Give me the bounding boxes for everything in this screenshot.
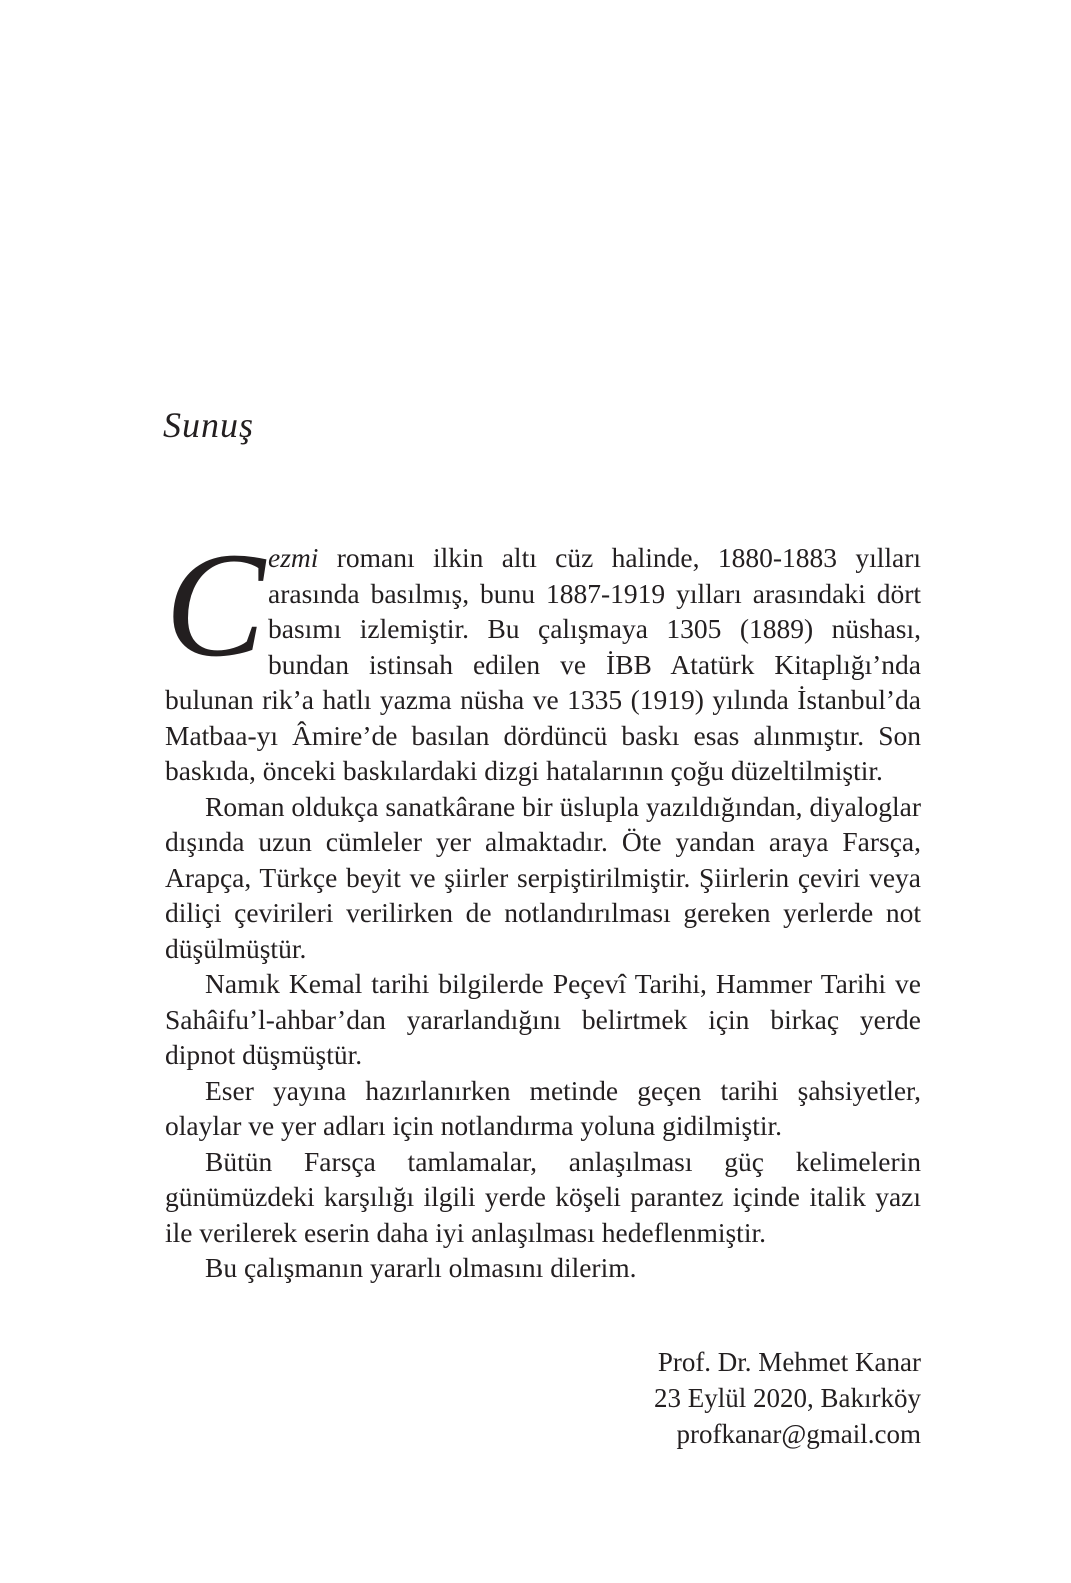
paragraph-6: Bu çalışmanın yararlı olmasını dilerim. xyxy=(205,1252,637,1283)
signature-date-place: 23 Eylül 2020, Bakırköy xyxy=(654,1383,921,1413)
paragraph-3: Namık Kemal tarihi bilgilerde Peçevî Tarihi, Hammer Tarihi ve Sahâifu’l-ahbar’dan yararlandığını belirtmek için birkaç yerde dipnot düşmüştür. xyxy=(165,968,921,1070)
paragraph-2: Roman oldukça sanatkârane bir üslupla yazıldığından, diyaloglar dışında uzun cümleler yer almaktadır. Öte yandan araya Farsça, Arapça, Türkçe beyit ve şiirler serpiştirilmiştir. Şiirlerin çeviri veya diliçi çevirileri verilirken de notlandırılması gereken yerlerde not düşülmüştür. xyxy=(165,790,921,964)
section-heading: Sunuş xyxy=(163,405,255,445)
body-text xyxy=(165,522,921,1286)
drop-cap: C xyxy=(165,522,266,688)
paragraph-4: Eser yayına hazırlanırken metinde geçen tarihi şahsiyetler, olaylar ve yer adları için notlandırma yoluna gidilmiştir. xyxy=(165,1074,921,1141)
paragraph-5: Bütün Farsça tamlamalar, anlaşılması güç kelimelerin günümüzdeki karşılığı ilgili yerde köşeli parantez içinde italik yazı ile verilerek eserin daha iyi anlaşılması hedeflenmiştir. xyxy=(165,1145,921,1248)
author-email: profkanar@gmail.com xyxy=(676,1419,921,1449)
intro-first-word: ezmi xyxy=(268,542,319,573)
intro-rest: romanı ilkin altı cüz halinde, 1880-1883 yılları arasında basılmış, bunu 1887-1919 yılları arasındaki dört basımı izlemiştir. Bu çalışmaya 1305 (1889) nüshası, bundan istinsah edilen ve İBB Atatürk Kitaplığı’nda bulunan rik’a hatlı yazma nüsha ve 1335 (1919) yılında İstanbul’da Matbaa-yı Âmire’de basılan dördüncü baskı esas alınmıştır. Son baskıda, önceki baskılardaki dizgi hatalarının çoğu düzeltilmiştir. xyxy=(165,542,921,786)
signature-block xyxy=(654,1344,921,1452)
intro-paragraph xyxy=(165,522,921,789)
author-name: Prof. Dr. Mehmet Kanar xyxy=(657,1347,921,1377)
